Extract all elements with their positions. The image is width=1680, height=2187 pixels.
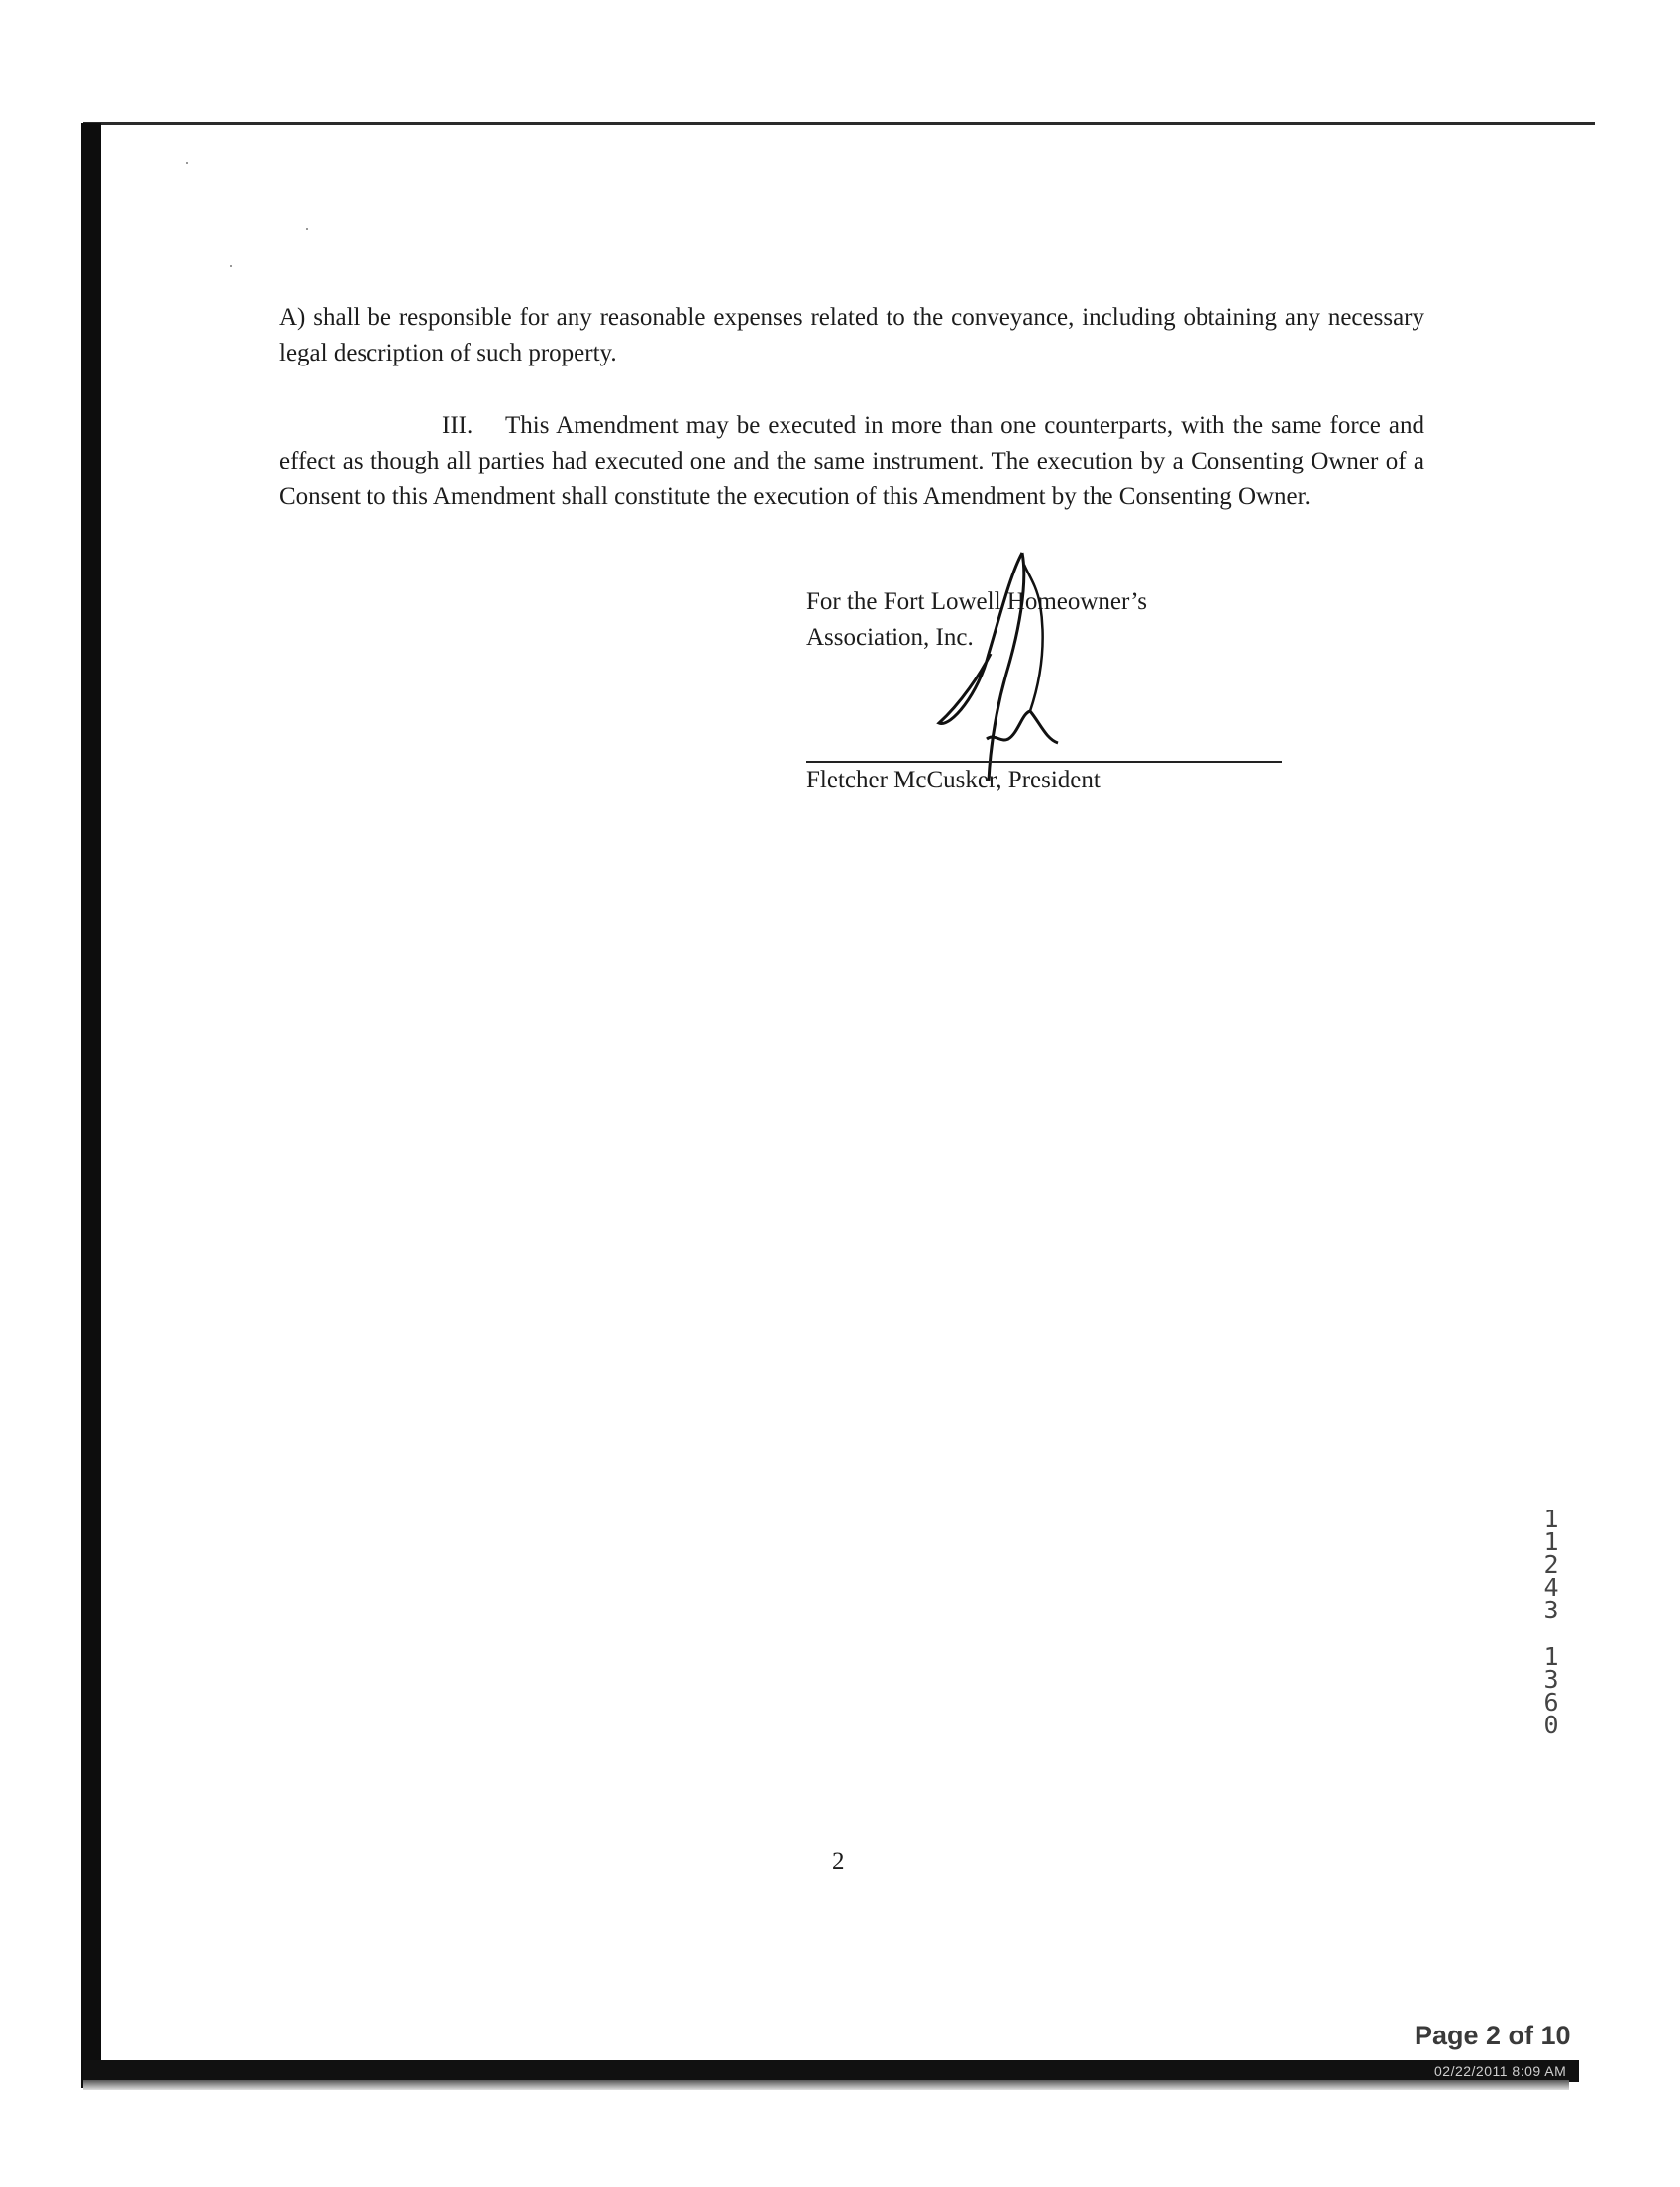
section-text: This Amendment may be executed in more than one counterparts, with the same force and effect as though all parties had executed one and the same instrument. The execution by a Consenting Owner of a Consent to this Amendment shall constitute the execution of this Amendment by the Consenting Owner. <box>279 412 1424 510</box>
scan-bottom-edge <box>83 2060 1579 2082</box>
signer-name: Fletcher McCusker, President <box>806 767 1101 793</box>
recording-sequence-1: 11243 <box>1543 1505 1559 1624</box>
page-number: 2 <box>832 1848 845 1875</box>
recording-sequence-2: 1360 <box>1543 1642 1559 1739</box>
signature-org-line-1: For the Fort Lowell Homeowner’s <box>806 588 1147 615</box>
scan-top-edge <box>83 122 1595 125</box>
scan-speck <box>230 265 232 267</box>
scan-speck <box>306 228 308 230</box>
page-counter: Page 2 of 10 <box>1415 2021 1571 2050</box>
handwritten-signature <box>892 545 1149 782</box>
section-number: III. <box>442 412 473 439</box>
paragraph-continuation: A) shall be responsible for any reasonable expenses related to the conveyance, including obtaining any necessary legal description of such property. <box>279 304 1424 366</box>
scan-bottom-shadow <box>83 2080 1569 2090</box>
scan-left-edge <box>81 123 101 2088</box>
recording-timestamp: 02/22/2011 8:09 AM <box>1434 2063 1567 2079</box>
paragraph-section-iii <box>279 408 1424 515</box>
recording-stamp <box>1538 1505 1564 1739</box>
scan-speck <box>186 162 188 164</box>
signature-org-line-2: Association, Inc. <box>806 624 974 651</box>
